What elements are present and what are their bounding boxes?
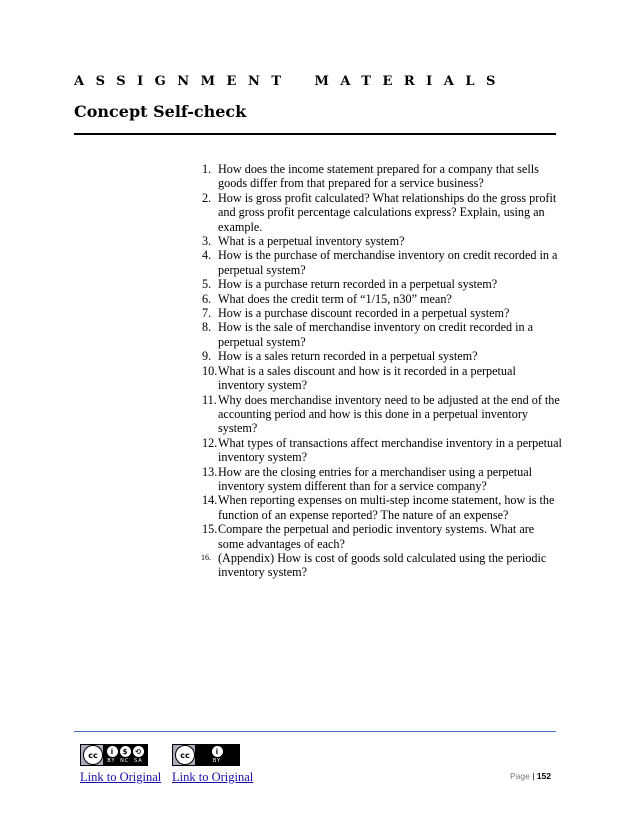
- question-number: 5.: [202, 277, 212, 292]
- question-number: 8.: [202, 320, 212, 335]
- question-text: How is a sales return recorded in a perpetual system?: [218, 349, 478, 364]
- question-number: 14.: [202, 493, 218, 508]
- question-text: Why does merchandise inventory need to be adjusted at the end of the accounting period and how is this done in a perpetual inventory system?: [218, 392, 560, 436]
- question-text: How is the purchase of merchandise inventory on credit recorded in a perpetual system?: [218, 248, 558, 277]
- question-item: [200, 393, 562, 436]
- question-text: What is a perpetual inventory system?: [218, 234, 405, 249]
- question-number: 15.: [202, 522, 218, 537]
- cc-icon: cc: [83, 745, 103, 765]
- question-item: [200, 465, 562, 494]
- footer-divider: [74, 731, 556, 732]
- question-number: 2.: [202, 190, 212, 205]
- question-text: How are the closing entries for a merchandiser using a perpetual inventory system different than for a service company?: [218, 464, 533, 493]
- question-item: [200, 292, 562, 306]
- question-item: [200, 320, 562, 349]
- assignment-heading: [74, 74, 507, 89]
- question-text: What types of transactions affect merchandise inventory in a perpetual inventory system?: [218, 435, 562, 465]
- question-item: [200, 306, 562, 320]
- badge-band: [103, 745, 147, 765]
- attribution-icon: i: [212, 746, 223, 757]
- question-text: Compare the perpetual and periodic inventory systems. What are some advantages of each?: [218, 522, 535, 551]
- cc-icon: cc: [175, 745, 195, 765]
- question-number: 4.: [202, 248, 212, 263]
- question-number: 7.: [202, 306, 212, 321]
- question-text: When reporting expenses on multi-step income statement, how is the function of an expense reported? The nature of an expense?: [218, 493, 555, 522]
- question-item: [200, 551, 562, 580]
- question-number: 10.: [202, 363, 218, 378]
- question-item: [200, 191, 562, 234]
- question-item: [200, 234, 562, 248]
- question-text: (Appendix) How is cost of goods sold calculated using the periodic inventory system?: [218, 550, 547, 580]
- link-to-original-1[interactable]: Link to Original: [80, 770, 162, 784]
- sharealike-icon: ⟲: [133, 746, 144, 757]
- question-item: [200, 162, 562, 191]
- attribution-icon: i: [107, 746, 118, 757]
- page-separator: |: [532, 771, 535, 781]
- question-text: How is the sale of merchandise inventory on credit recorded in a perpetual system?: [218, 320, 534, 349]
- question-number: 13.: [202, 464, 218, 479]
- question-number: 9.: [202, 349, 212, 364]
- page-word: Page: [510, 771, 530, 781]
- badge-tag: NC: [120, 758, 130, 764]
- question-number: 6.: [202, 291, 212, 306]
- cc-by-nc-sa-badge[interactable]: [80, 744, 148, 766]
- badge-tag: SA: [133, 758, 143, 764]
- question-item: [200, 364, 562, 393]
- question-text: What does the credit term of “1/15, n30” mean?: [218, 291, 452, 306]
- question-text: How does the income statement prepared for a company that sells goods differ from that prepared for a service business?: [218, 162, 539, 191]
- title-divider: [74, 133, 556, 135]
- question-text: What is a sales discount and how is it recorded in a perpetual inventory system?: [218, 363, 516, 393]
- question-list: [200, 162, 562, 580]
- badge-tag: BY: [107, 758, 116, 764]
- question-number: 12.: [202, 435, 218, 450]
- question-item: [200, 436, 562, 465]
- question-item: [200, 349, 562, 363]
- badge-tag: BY: [212, 758, 222, 764]
- question-item: [200, 248, 562, 277]
- heading-word-1: ASSIGNMENT: [74, 74, 293, 89]
- question-item: [200, 522, 562, 551]
- question-text: How is a purchase return recorded in a perpetual system?: [218, 277, 498, 292]
- link-to-original-2[interactable]: Link to Original: [172, 770, 254, 784]
- noncommercial-icon: $: [120, 746, 131, 757]
- question-text: How is gross profit calculated? What relationships do the gross profit and gross profit percentage calculations express? Explain, using an example.: [218, 190, 557, 234]
- question-text: How is a purchase discount recorded in a perpetual system?: [218, 306, 510, 321]
- page-number-label: [510, 771, 551, 781]
- heading-word-2: MATERIALS: [314, 74, 507, 89]
- question-number: 16.: [201, 552, 211, 562]
- question-number: 11.: [202, 392, 217, 407]
- page-number: 152: [536, 771, 552, 781]
- question-item: [200, 493, 562, 522]
- question-number: 3.: [202, 234, 212, 249]
- question-number: 1.: [202, 162, 212, 176]
- badge-band: [195, 745, 239, 765]
- question-item: [200, 277, 562, 291]
- cc-by-badge[interactable]: [172, 744, 240, 766]
- section-title: Concept Self-check: [74, 102, 247, 121]
